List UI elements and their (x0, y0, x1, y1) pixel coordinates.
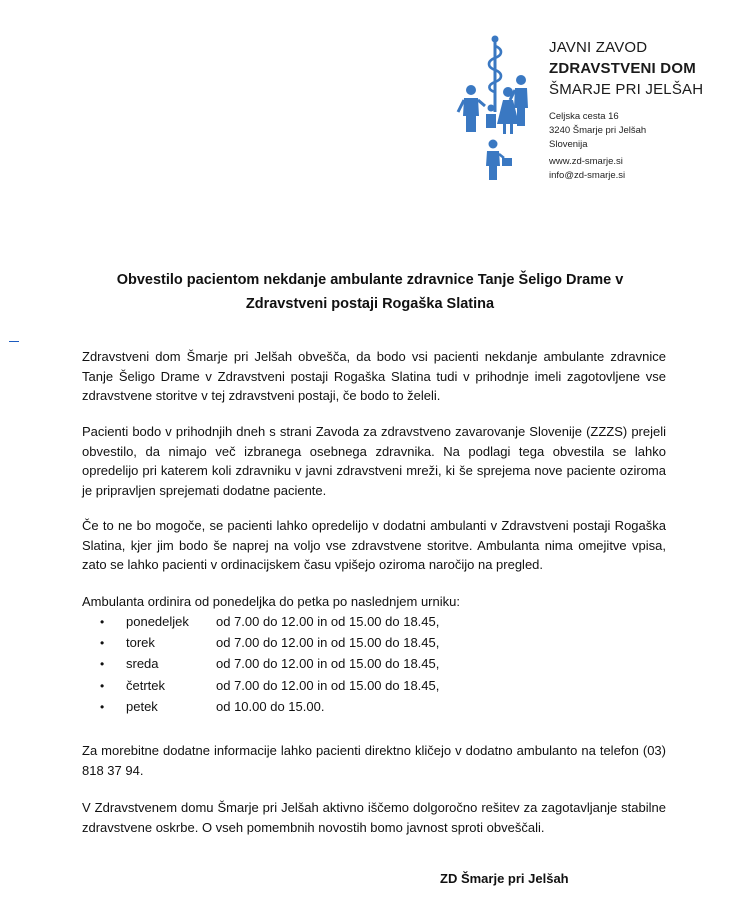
bullet: • (100, 657, 105, 672)
notice-title (60, 268, 680, 316)
schedule-hours: od 7.00 do 12.00 in od 15.00 do 18.45, (216, 656, 440, 672)
paragraph-additional-clinic: Če to ne bo mogoče, se pacienti lahko opredelijo v dodatni ambulanti v Zdravstveni postaji Rogaška Slatina, kjer jim bodo še naprej na voljo vse zdravstvene storitve. Ambulanta nima omejitve vpisa, zato se lahko pacienti v ordinacijskem času vpišejo oziroma naročijo na pregled. (82, 518, 666, 573)
schedule-day: četrtek (126, 677, 166, 693)
website-link[interactable]: www.zd-smarje.si (549, 156, 623, 167)
contact-info (549, 155, 625, 183)
address-city: 3240 Šmarje pri Jelšah (549, 125, 647, 136)
schedule-day: ponedeljek (126, 614, 189, 629)
title-line-1: Obvestilo pacientom nekdanje ambulante zdravnice Tanje Šeligo Drame v (116, 272, 624, 288)
bullet: • (100, 615, 105, 629)
org-line-1: JAVNI ZAVOD (549, 39, 648, 56)
schedule-day: sreda (126, 656, 159, 672)
bullet: • (100, 636, 105, 651)
bullet: • (100, 678, 105, 693)
org-line-2: ZDRAVSTVENI DOM (549, 60, 696, 77)
schedule-hours: od 7.00 do 12.00 in od 15.00 do 18.45, (216, 635, 440, 651)
postal-address (549, 110, 646, 152)
schedule-item (100, 696, 439, 717)
paragraph-closing: V Zdravstvenem domu Šmarje pri Jelšah aktivno iščemo dolgoročno rešitev za zagotavljanje stabilne zdravstvene oskrbe. O vseh pomembnih novostih bomo javnost sproti obveščali. (82, 800, 666, 835)
title-line-2: Zdravstveni postaji Rogaška Slatina (245, 296, 495, 312)
schedule-item (100, 632, 439, 653)
paragraph-zzzs-notice: Pacienti bodo v prihodnjih dneh s strani Zavoda za zdravstveno zavarovanje Slovenije (ZZZS) prejeli obvestilo, da nimajo več izbranega osebnega zdravnika. Na podlagi tega obvestila se lahko opredelijo pri katerem koli zdravniku v javni zdravstveni mreži, ki še sprejema nove paciente oziroma je pripravljen sprejemati dodatne paciente. (82, 424, 666, 498)
schedule-hours: od 10.00 do 15.00. (216, 698, 325, 714)
schedule-item (100, 653, 439, 674)
address-street: Celjska cesta 16 (549, 111, 619, 122)
stray-underline-mark (9, 341, 19, 342)
org-line-3: ŠMARJE PRI JELŠAH (549, 81, 704, 98)
bullet: • (100, 699, 105, 714)
paragraph-intro: Zdravstveni dom Šmarje pri Jelšah obvešča, da bodo vsi pacienti nekdanje ambulante zdravnice Tanje Šeligo Drame v Zdravstveni postaji Rogaška Slatina tudi v prihodnje imeli zagotovljene vse zdravstvene storitve v tej zdravstveni postaji, če bodo to želeli. (82, 349, 666, 404)
address-country: Slovenija (549, 139, 588, 150)
schedule-hours: od 7.00 do 12.00 in od 15.00 do 18.45, (216, 614, 440, 629)
schedule-hours: od 7.00 do 12.00 in od 15.00 do 18.45, (216, 677, 440, 693)
schedule-item (100, 675, 439, 696)
paragraph-schedule-intro: Ambulanta ordinira od ponedeljka do petka po naslednjem urniku: (82, 594, 460, 609)
schedule-item (100, 611, 439, 632)
schedule-day: petek (126, 698, 158, 714)
organization-name (549, 37, 703, 100)
email-link[interactable]: info@zd-smarje.si (549, 170, 626, 181)
schedule-day: torek (126, 635, 155, 651)
schedule-list (100, 611, 439, 717)
zd-smarje-logo (455, 32, 545, 182)
signature: ZD Šmarje pri Jelšah (440, 871, 569, 886)
paragraph-contact-phone: Za morebitne dodatne informacije lahko pacienti direktno kličejo v dodatno ambulanto na telefon (03) 818 37 94. (82, 743, 666, 778)
